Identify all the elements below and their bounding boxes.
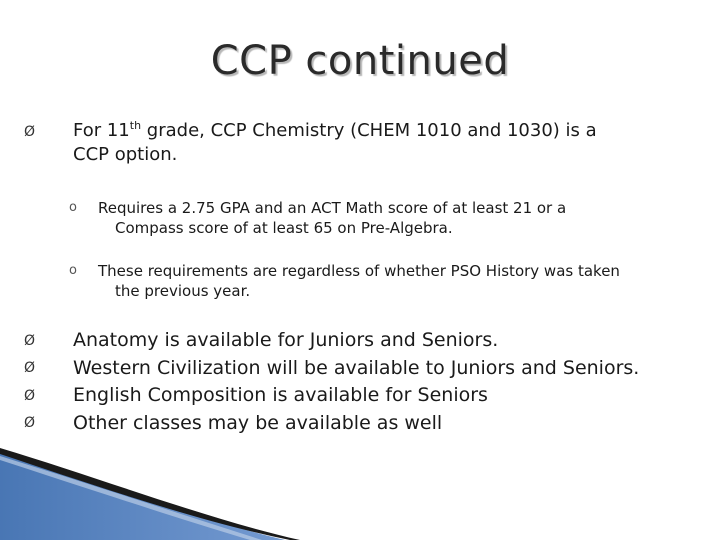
first-bullet-after: grade, CCP Chemistry (CHEM 1010 and 1030) is a <box>141 120 597 141</box>
arrow-bullet-icon: Ø <box>24 333 36 349</box>
arrow-bullet-icon: Ø <box>24 415 36 431</box>
first-bullet-line2: CCP option. <box>73 144 178 165</box>
sub-bullet <box>98 198 638 238</box>
decorative-swoosh <box>0 440 720 540</box>
arrow-bullet-icon: Ø <box>24 360 36 376</box>
bullet-text: English Composition is available for Seniors <box>73 384 488 406</box>
ordinal-superscript: th <box>129 119 142 132</box>
first-bullet-text <box>73 119 673 167</box>
circle-bullet-icon: o <box>69 200 77 215</box>
sub-bullet-line2: the previous year. <box>115 282 251 300</box>
first-bullet-before: For 11 <box>73 120 130 141</box>
sub-bullet-line2: Compass score of at least 65 on Pre-Algebra. <box>115 219 453 237</box>
bullet-text: Other classes may be available as well <box>73 412 443 434</box>
arrow-bullet-icon: Ø <box>24 388 36 404</box>
bullet-text: Anatomy is available for Juniors and Seniors. <box>73 329 499 351</box>
sub-bullet-line1: Requires a 2.75 GPA and an ACT Math score of at least 21 or a <box>98 199 567 217</box>
sub-bullet <box>98 261 638 301</box>
sub-bullet-line1: These requirements are regardless of whether PSO History was taken <box>98 262 620 280</box>
slide-title: CCP continued <box>210 38 510 84</box>
bullet-text: Western Civilization will be available to Juniors and Seniors. <box>73 357 640 379</box>
circle-bullet-icon: o <box>69 263 77 278</box>
arrow-bullet-icon: Ø <box>24 124 36 140</box>
